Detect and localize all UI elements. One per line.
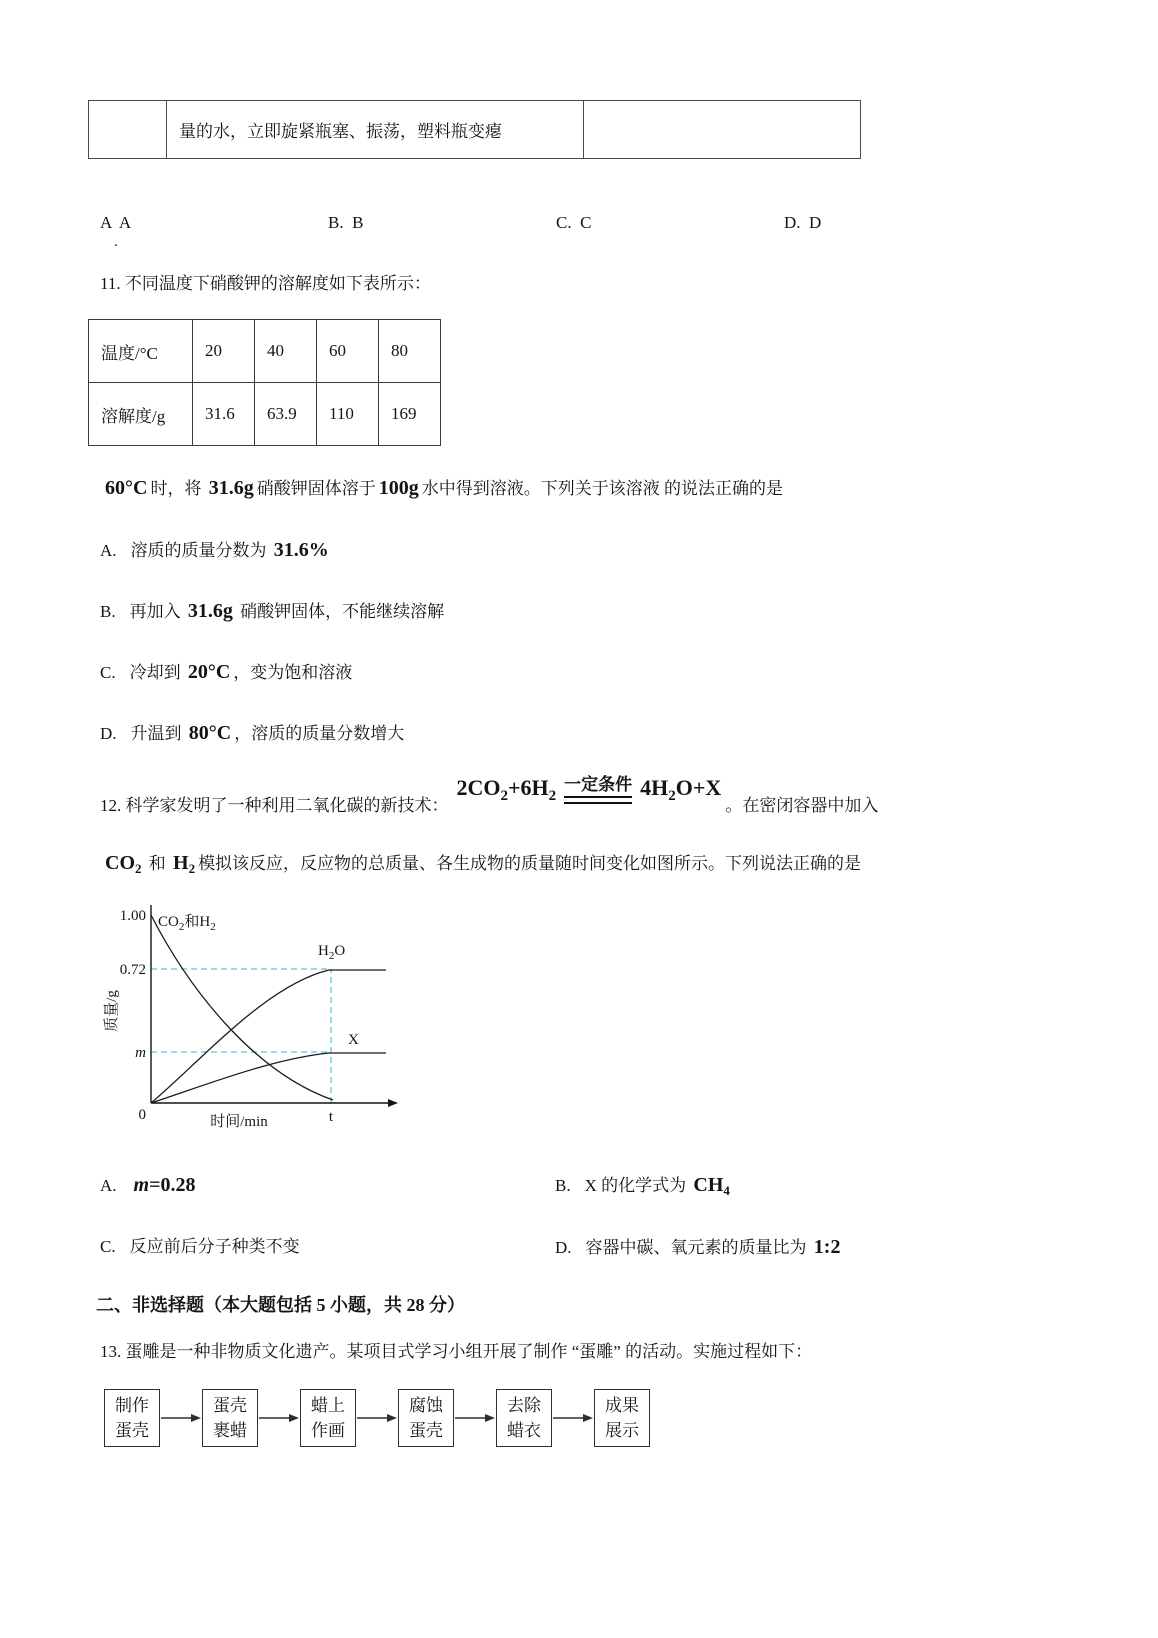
option-letter: A. [100,1176,117,1195]
q11-stem: 11. 不同温度下硝酸钾的溶解度如下表所示： [100,274,431,293]
table-cell: 63.9 [255,383,317,446]
flow-step-6 [594,1389,650,1447]
q11-option-b [100,596,1158,627]
option-letter: B. [100,602,116,621]
value-80c: 80°C [188,722,232,744]
subscript: 2 [135,861,142,876]
subscript: 2 [188,861,196,876]
q12-options [100,1170,1158,1263]
text-segment: 反应前后分子种类不变 [129,1237,300,1256]
answer-b: B. B [328,213,364,232]
subscript: 2 [668,788,676,804]
x-curve [151,1053,386,1103]
q12-stem-line [100,773,1158,821]
formula-text: 2CO [456,775,501,800]
origin-label: 0 [138,1107,146,1123]
formula-text: 4H [640,775,669,800]
h2o-series-label: $H_2O$ [318,943,346,962]
text-segment: 硝酸钾固体溶于 [256,479,376,498]
step-line: 腐蚀 [409,1396,443,1415]
double-line [564,796,632,804]
flow-step-4 [398,1389,454,1447]
text-segment: 和 [144,854,170,873]
arrow-right-icon [259,1412,299,1424]
y-tick-072: 0.72 [119,962,146,978]
flow-step-2 [202,1389,258,1447]
formula-text: O+X [675,775,722,800]
table-cell: 80 [379,320,441,383]
text-segment: 硝酸钾固体，不能继续溶解 [235,602,445,621]
equation-right-side [640,773,721,806]
mass-time-chart [96,893,406,1135]
reactants-series-label: $CO_2$和$H_2$ [158,914,216,933]
step-line: 作画 [311,1421,345,1440]
text-segment: 升温到 [130,724,186,743]
step-line: 展示 [605,1421,639,1440]
chart-container [96,893,1158,1140]
ratio-1-2: 1:2 [813,1236,841,1258]
value-31-6g: 31.6g [208,477,254,499]
step-line: 裹蜡 [213,1421,247,1440]
option-letter: B. [555,1176,571,1195]
table-row [89,320,441,383]
value-20c: 20°C [187,661,231,683]
text-segment: 的说法正确的是 [659,479,783,498]
text-segment: 水中得到溶液。下列关于该溶液 [421,479,660,498]
formula-text: H [173,852,189,874]
q12-option-b [555,1170,1158,1202]
x-series-label: X [348,1032,359,1048]
section-heading: 二、非选择题（本大题包括 5 小题，共 28 分） [96,1295,465,1315]
fragment-cell-empty-right [584,101,861,159]
flow-step-1 [104,1389,160,1447]
arrow-right-icon [553,1412,593,1424]
q12-tail-text: 。在密闭容器中加入 [725,796,879,815]
table-row [89,383,441,446]
y-tick-m: m [135,1045,146,1061]
formula-co2 [105,852,142,874]
text-segment: 再加入 [129,602,185,621]
subscript: 2 [500,788,508,804]
chemical-equation [457,773,722,806]
answer-d: D. D [784,213,822,232]
answer-c: C. C [556,213,592,232]
value-100g: 100g [378,477,419,499]
formula-text: CO [105,852,135,874]
fragment-cell-empty-left [89,101,167,159]
formula-h2 [173,852,195,874]
value-028: =0.28 [149,1174,196,1196]
arrow-right-icon [161,1412,201,1424]
step-line: 去除 [507,1396,541,1415]
reaction-condition [564,775,632,804]
x-tick-t: t [328,1109,334,1125]
row-header-temperature: 温度/°C [89,320,193,383]
fragment-cell-text: 量的水，立即旋紧瓶塞、振荡，塑料瓶变瘪 [167,101,584,159]
q12-lead-text: 12. 科学家发明了一种利用二氧化碳的新技术： [100,796,449,815]
step-line: 蜡上 [311,1396,345,1415]
q12-option-a [100,1170,555,1202]
table-cell: 169 [379,383,441,446]
stray-period: . [114,234,118,250]
egg-carving-flowchart [104,1389,1158,1447]
variable-m: m [133,1174,150,1196]
text-segment: 模拟该反应，反应物的总质量、各生成物的质量随时间变化如图所示。下列说法正确的是 [198,854,862,873]
step-line: 制作 [115,1396,149,1415]
subscript: 4 [723,1183,730,1198]
text-segment: ，变为饱和溶液 [233,663,353,682]
answer-a: A A [100,213,132,232]
condition-text: 一定条件 [564,775,633,795]
text-segment: 溶质的质量分数为 [130,541,271,560]
step-line: 蛋壳 [213,1396,247,1415]
step-line: 蛋壳 [409,1421,443,1440]
option-letter: A. [100,541,117,560]
step-line: 成果 [605,1396,639,1415]
table-cell: 60 [317,320,379,383]
equation-left-side [457,773,557,806]
table-row [89,101,861,159]
option-letter: D. [555,1238,572,1257]
option-letter: C. [100,663,116,682]
option-letter: C. [100,1237,116,1256]
formula-ch4 [693,1174,730,1196]
arrow-right-icon [455,1412,495,1424]
solubility-table [88,319,441,446]
value-60c: 60°C [105,477,148,499]
table-cell: 31.6 [193,383,255,446]
value-31-6-percent: 31.6% [273,539,329,561]
arrow-right-icon [357,1412,397,1424]
formula-text: +6H [508,775,549,800]
step-line: 蛋壳 [115,1421,149,1440]
fragment-table [88,100,861,159]
q11-paragraph [102,472,1158,505]
q12-option-c [100,1232,555,1263]
text-segment: X 的化学式为 [584,1176,691,1195]
q13-stem: 13. 蛋雕是一种非物质文化遗产。某项目式学习小组开展了制作 “蛋雕” 的活动。实施过程如下： [100,1342,813,1361]
table-cell: 40 [255,320,317,383]
q11-option-d [100,718,1158,749]
text-segment: 容器中碳、氧元素的质量比为 [585,1238,811,1257]
formula-text: CH [693,1174,724,1196]
flow-step-3 [300,1389,356,1447]
text-segment: 时，将 [150,479,206,498]
x-axis-label: 时间/min [210,1114,268,1130]
text-segment: ，溶质的质量分数增大 [234,724,405,743]
value-31-6g: 31.6g [187,600,233,622]
text-segment: 冷却到 [129,663,185,682]
option-letter: D. [100,724,117,743]
table-cell: 20 [193,320,255,383]
subscript: 2 [548,788,557,804]
step-line: 蜡衣 [507,1421,541,1440]
flow-step-5 [496,1389,552,1447]
x-axis-arrow [388,1099,398,1107]
answer-option-row [100,213,1158,233]
y-axis-label: 质量/g [104,990,120,1032]
q11-option-c [100,657,1158,688]
q12-paragraph-2 [102,847,1158,881]
row-header-solubility: 溶解度/g [89,383,193,446]
table-cell: 110 [317,383,379,446]
q11-option-a [100,535,1158,566]
y-tick-100: 1.00 [119,908,146,924]
q12-option-d [555,1232,1158,1263]
